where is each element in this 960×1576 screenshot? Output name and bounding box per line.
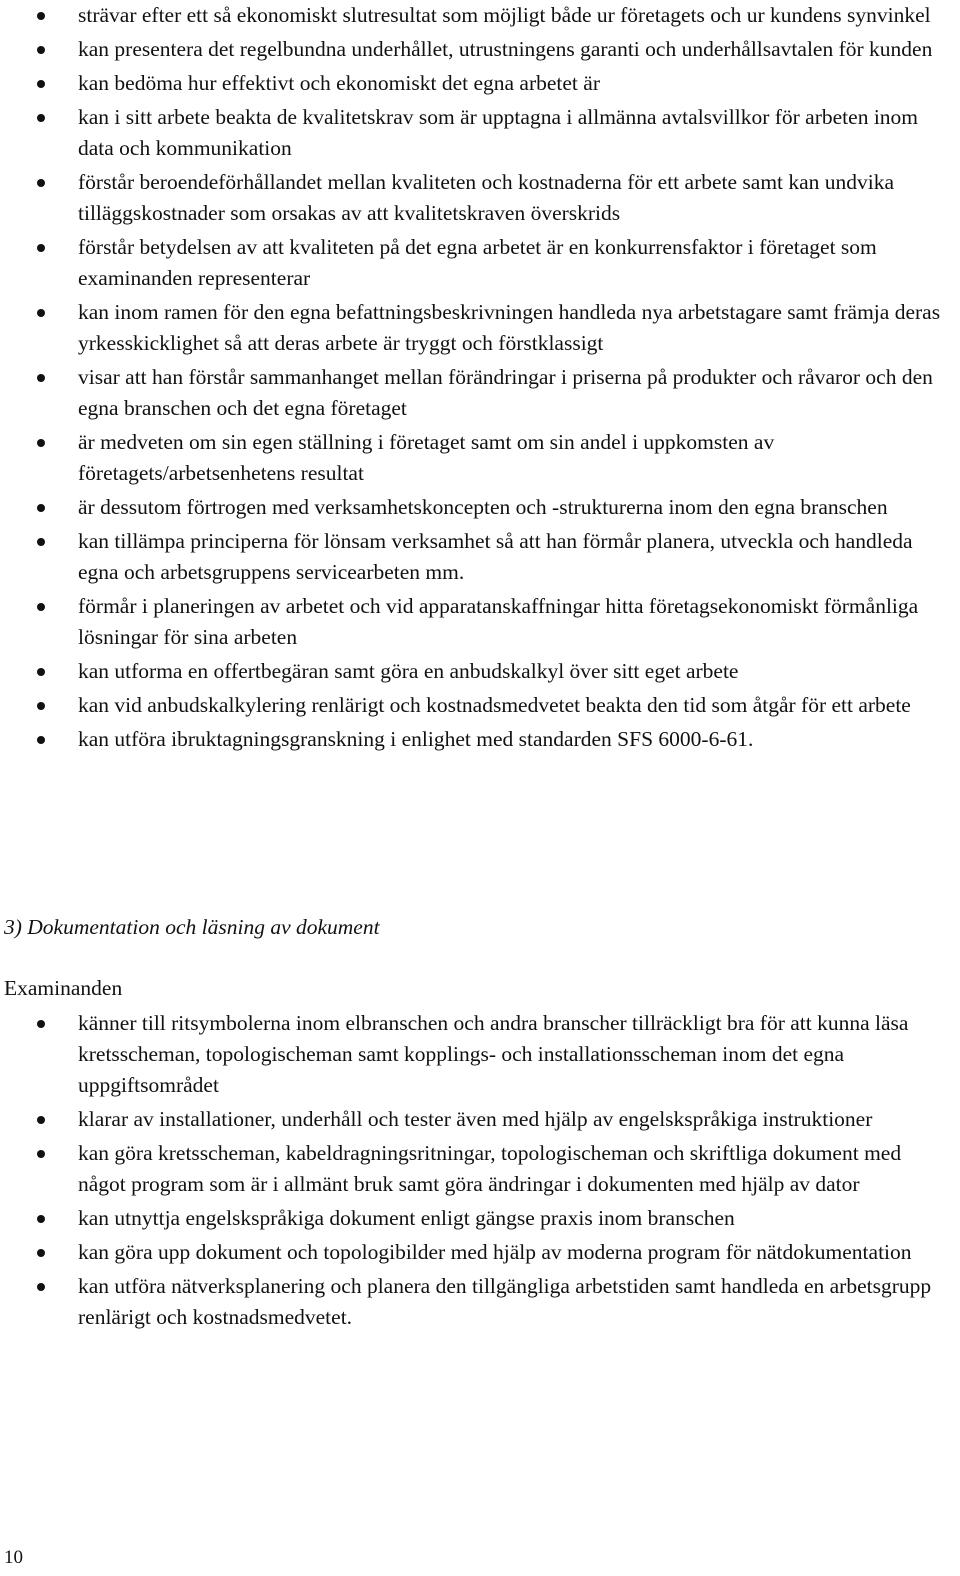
list-item: kan göra upp dokument och topologibilder med hjälp av moderna program för nätdokumentation <box>0 1237 960 1268</box>
bullet-icon <box>37 1249 45 1257</box>
list-item: kan göra kretsscheman, kabeldragningsritningar, topologischeman och skriftliga dokument med något program som är i allmänt bruk samt göra ändringar i dokumenten med hjälp av dator <box>0 1138 960 1200</box>
list-item: kan inom ramen för den egna befattningsbeskrivningen handleda nya arbetstagare samt främja deras yrkesskicklighet så att deras arbete är tryggt och förstklassigt <box>0 297 960 359</box>
bullet-icon <box>37 439 45 447</box>
list-item: kan utföra ibruktagningsgranskning i enlighet med standarden SFS 6000-6-61. <box>0 724 960 755</box>
lead-text: Examinanden <box>4 976 123 1000</box>
section-heading: 3) Dokumentation och läsning av dokument <box>4 915 380 939</box>
list-item: kan i sitt arbete beakta de kvalitetskrav som är upptagna i allmänna avtalsvillkor för arbeten inom data och kommunikation <box>0 102 960 164</box>
bullet-icon <box>37 1215 45 1223</box>
list-item: kan utföra nätverksplanering och planera den tillgängliga arbetstiden samt handleda en arbetsgrupp renlärigt och kostnadsmedvetet. <box>0 1271 960 1333</box>
list-item: kan utforma en offertbegäran samt göra en anbudskalkyl över sitt eget arbete <box>0 656 960 687</box>
list-item: förstår betydelsen av att kvaliteten på det egna arbetet är en konkurrensfaktor i företaget som examinanden representerar <box>0 232 960 294</box>
competency-list-2 <box>0 1008 960 1336</box>
competency-list-1 <box>0 0 960 758</box>
list-item: är medveten om sin egen ställning i företaget samt om sin andel i uppkomsten av företagets/arbetsenhetens resultat <box>0 427 960 489</box>
list-item: kan tillämpa principerna för lönsam verksamhet så att han förmår planera, utveckla och handleda egna och arbetsgruppens servicearbeten mm. <box>0 526 960 588</box>
bullet-icon <box>37 114 45 122</box>
list-item: kan presentera det regelbundna underhållet, utrustningens garanti och underhållsavtalen för kunden <box>0 34 960 65</box>
bullet-icon <box>37 668 45 676</box>
list-item: känner till ritsymbolerna inom elbranschen och andra branscher tillräckligt bra för att kunna läsa kretsscheman, topologischeman samt kopplings- och installationsscheman inom det egna uppgiftsområdet <box>0 1008 960 1101</box>
bullet-icon <box>37 504 45 512</box>
bullet-icon <box>37 1283 45 1291</box>
bullet-icon <box>37 538 45 546</box>
bullet-icon <box>37 603 45 611</box>
bullet-icon <box>37 244 45 252</box>
bullet-icon <box>37 12 45 20</box>
bullet-icon <box>37 1150 45 1158</box>
list-item: strävar efter ett så ekonomiskt slutresultat som möjligt både ur företagets och ur kundens synvinkel <box>0 0 960 31</box>
bullet-icon <box>37 702 45 710</box>
list-item: är dessutom förtrogen med verksamhetskoncepten och -strukturerna inom den egna branschen <box>0 492 960 523</box>
list-item: klarar av installationer, underhåll och tester även med hjälp av engelskspråkiga instruktioner <box>0 1104 960 1135</box>
bullet-icon <box>37 80 45 88</box>
bullet-icon <box>37 736 45 744</box>
bullet-icon <box>37 374 45 382</box>
list-item: visar att han förstår sammanhanget mellan förändringar i priserna på produkter och råvaror och den egna branschen och det egna företaget <box>0 362 960 424</box>
list-item: förstår beroendeförhållandet mellan kvaliteten och kostnaderna för ett arbete samt kan undvika tilläggskostnader som orsakas av att kvalitetskraven överskrids <box>0 167 960 229</box>
bullet-icon <box>37 46 45 54</box>
bullet-icon <box>37 309 45 317</box>
page-number: 10 <box>4 1547 23 1568</box>
bullet-icon <box>37 1020 45 1028</box>
bullet-icon <box>37 1116 45 1124</box>
list-item: förmår i planeringen av arbetet och vid apparatanskaffningar hitta företagsekonomiskt förmånliga lösningar för sina arbeten <box>0 591 960 653</box>
list-item: kan utnyttja engelskspråkiga dokument enligt gängse praxis inom branschen <box>0 1203 960 1234</box>
list-item: kan bedöma hur effektivt och ekonomiskt det egna arbetet är <box>0 68 960 99</box>
list-item: kan vid anbudskalkylering renlärigt och kostnadsmedvetet beakta den tid som åtgår för ett arbete <box>0 690 960 721</box>
bullet-icon <box>37 179 45 187</box>
